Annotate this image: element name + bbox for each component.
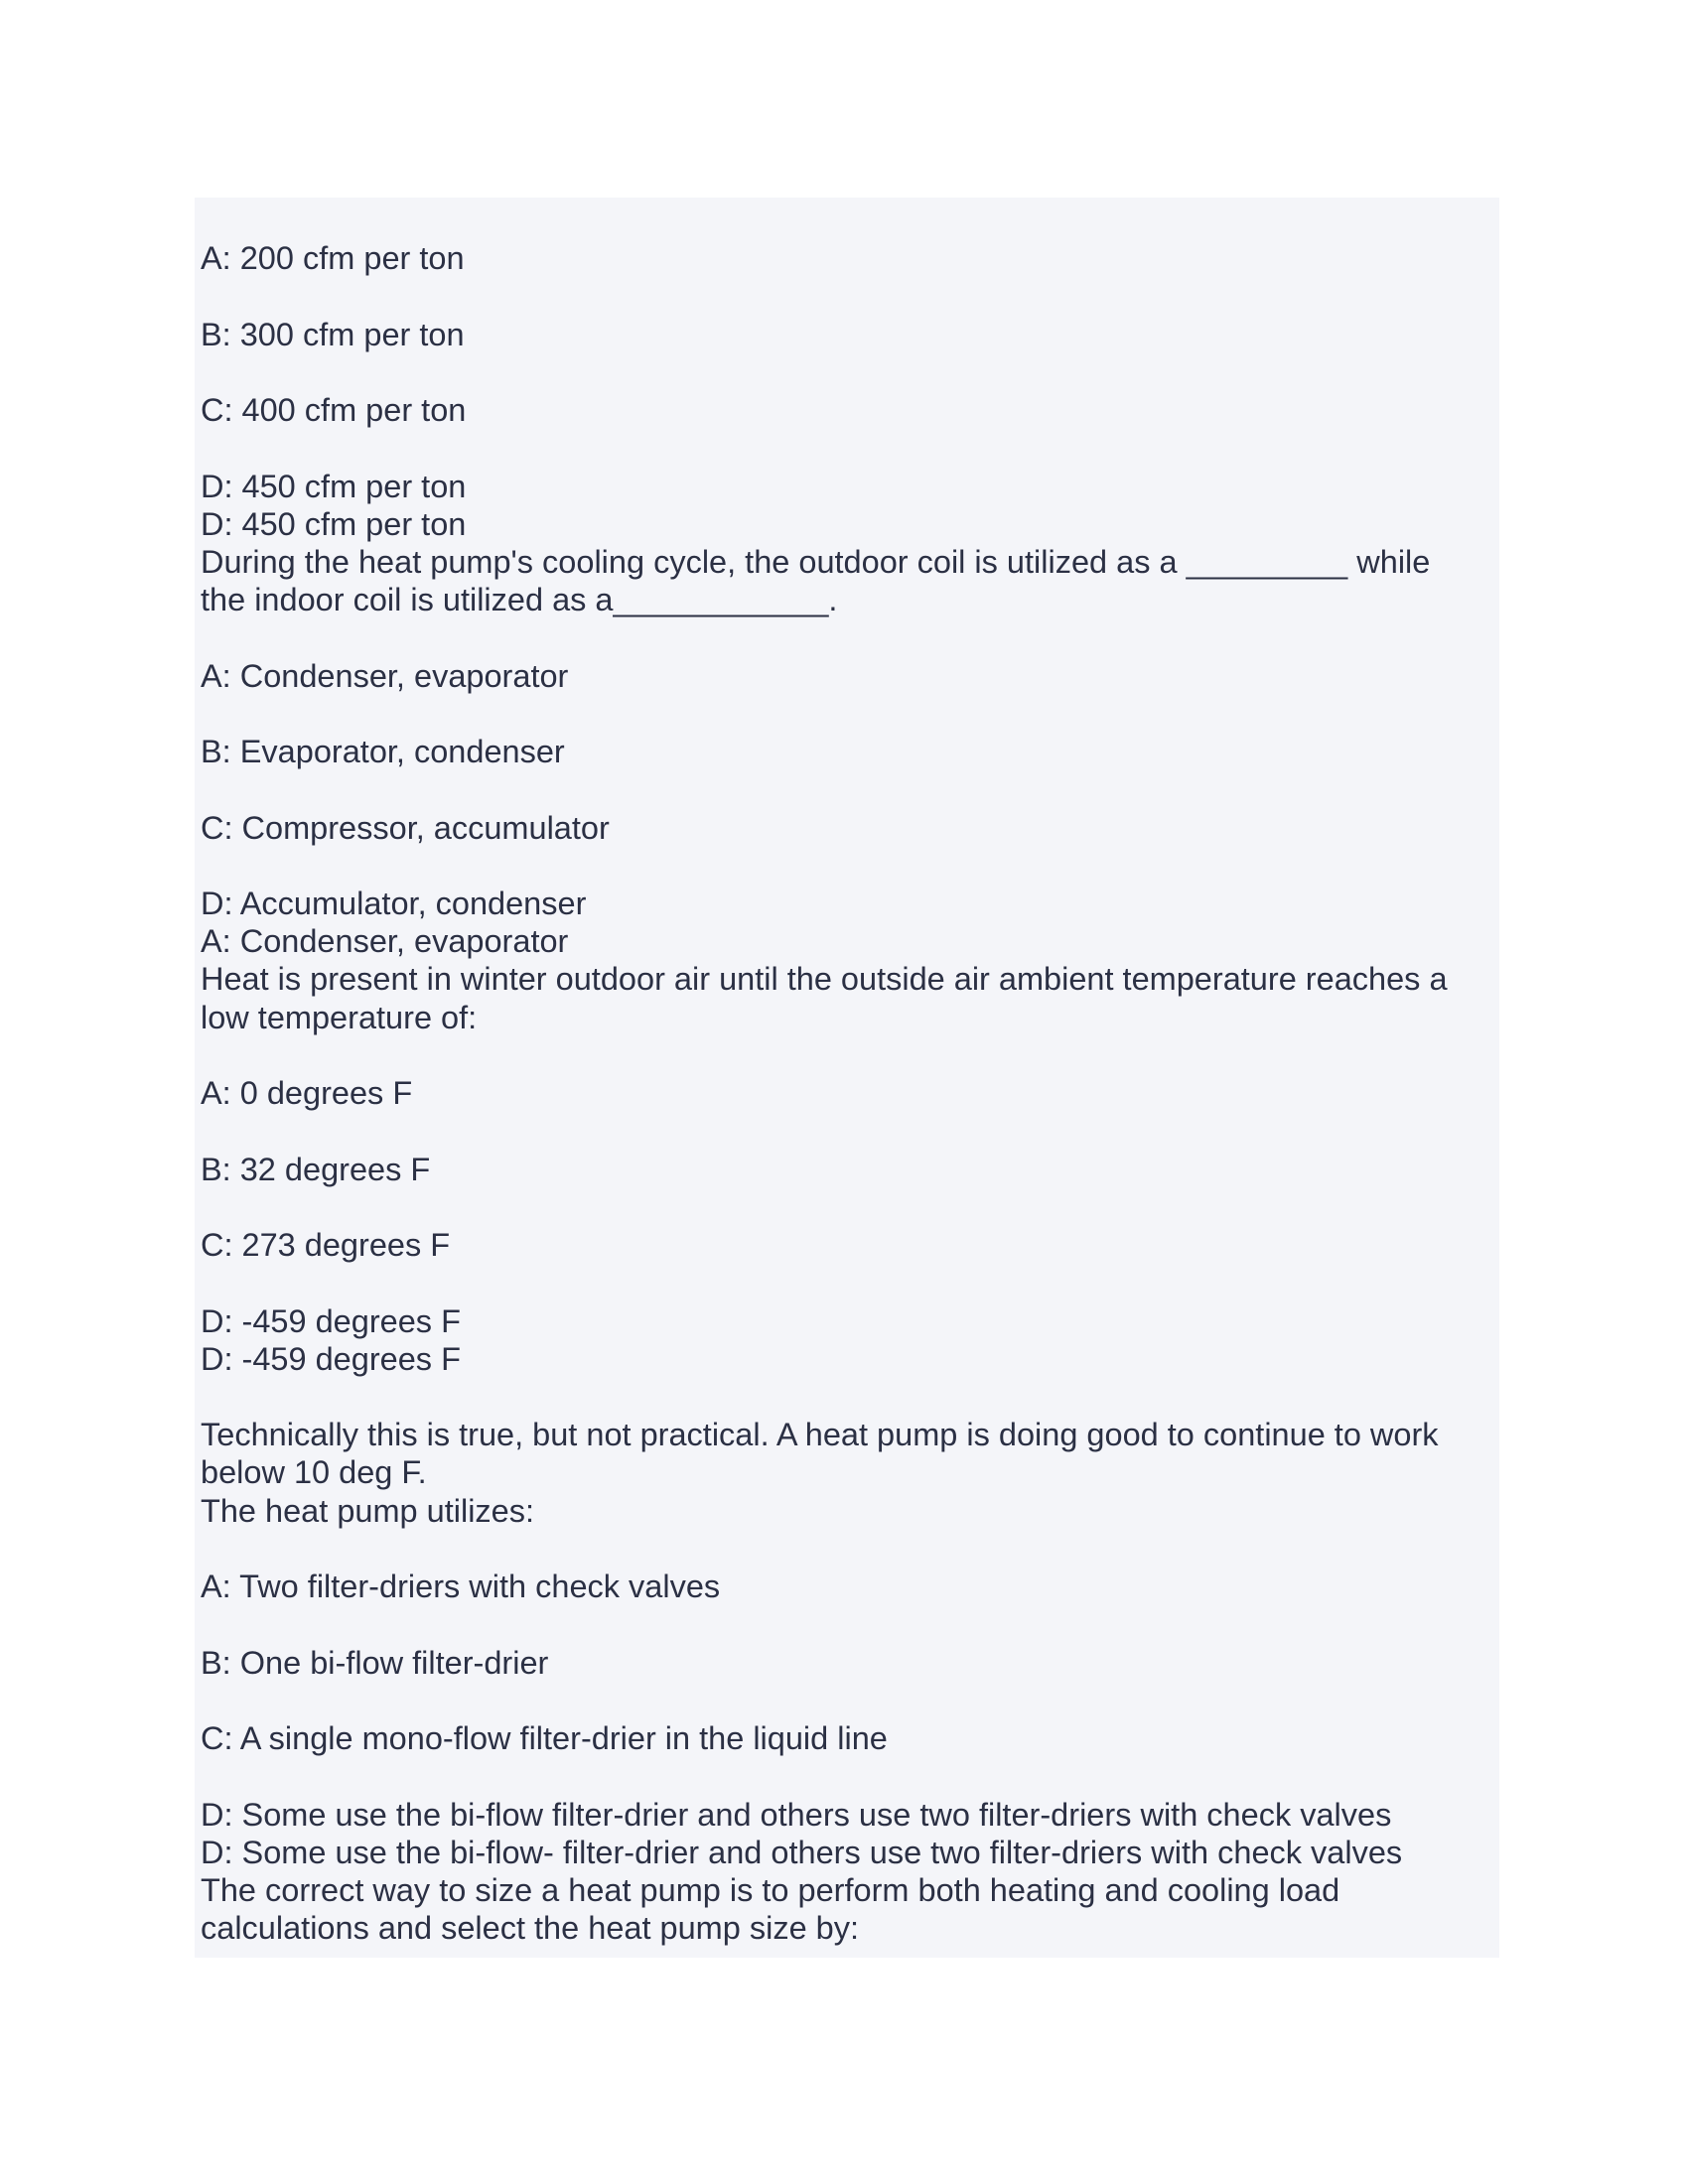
q3-explanation-line-2: below 10 deg F. — [201, 1454, 427, 1490]
q3-option-a: A: 0 degrees F — [201, 1075, 413, 1111]
q3-question-line-1: Heat is present in winter outdoor air until the outside air ambient temperature reaches a — [201, 961, 1448, 997]
q2-option-d: D: Accumulator, condenser — [201, 886, 587, 921]
q3-option-c: C: 273 degrees F — [201, 1227, 451, 1263]
q5-question-line-1: The correct way to size a heat pump is to perform both heating and cooling load — [201, 1872, 1340, 1908]
q3-question-line-2: low temperature of: — [201, 1000, 478, 1035]
q4-question: The heat pump utilizes: — [201, 1493, 535, 1529]
q3-option-d: D: -459 degrees F — [201, 1303, 461, 1339]
q2-option-a: A: Condenser, evaporator — [201, 658, 569, 694]
q1-option-d: D: 450 cfm per ton — [201, 469, 467, 504]
q1-answer: D: 450 cfm per ton — [201, 506, 467, 542]
q2-question-line-2: the indoor coil is utilized as a____________. — [201, 582, 838, 617]
q4-option-a: A: Two filter-driers with check valves — [201, 1569, 721, 1604]
q3-option-b: B: 32 degrees F — [201, 1152, 431, 1187]
q1-option-a: A: 200 cfm per ton — [201, 240, 465, 276]
q4-option-c: C: A single mono-flow filter-drier in the liquid line — [201, 1720, 888, 1756]
q2-option-b: B: Evaporator, condenser — [201, 734, 565, 769]
q2-answer: A: Condenser, evaporator — [201, 923, 569, 959]
q1-option-b: B: 300 cfm per ton — [201, 317, 465, 352]
q5-question-line-2: calculations and select the heat pump size by: — [201, 1910, 860, 1946]
q4-option-d: D: Some use the bi-flow filter-drier and others use two filter-driers with check valves — [201, 1797, 1392, 1833]
q1-option-c: C: 400 cfm per ton — [201, 392, 467, 428]
q4-option-b: B: One bi-flow filter-drier — [201, 1645, 549, 1681]
q4-answer: D: Some use the bi-flow- filter-drier and others use two filter-driers with check valves — [201, 1835, 1403, 1870]
q2-option-c: C: Compressor, accumulator — [201, 810, 610, 846]
q3-answer: D: -459 degrees F — [201, 1341, 461, 1377]
q3-explanation-line-1: Technically this is true, but not practical. A heat pump is doing good to continue to work — [201, 1417, 1439, 1452]
q2-question-line-1: During the heat pump's cooling cycle, the outdoor coil is utilized as a _________ while — [201, 544, 1431, 580]
